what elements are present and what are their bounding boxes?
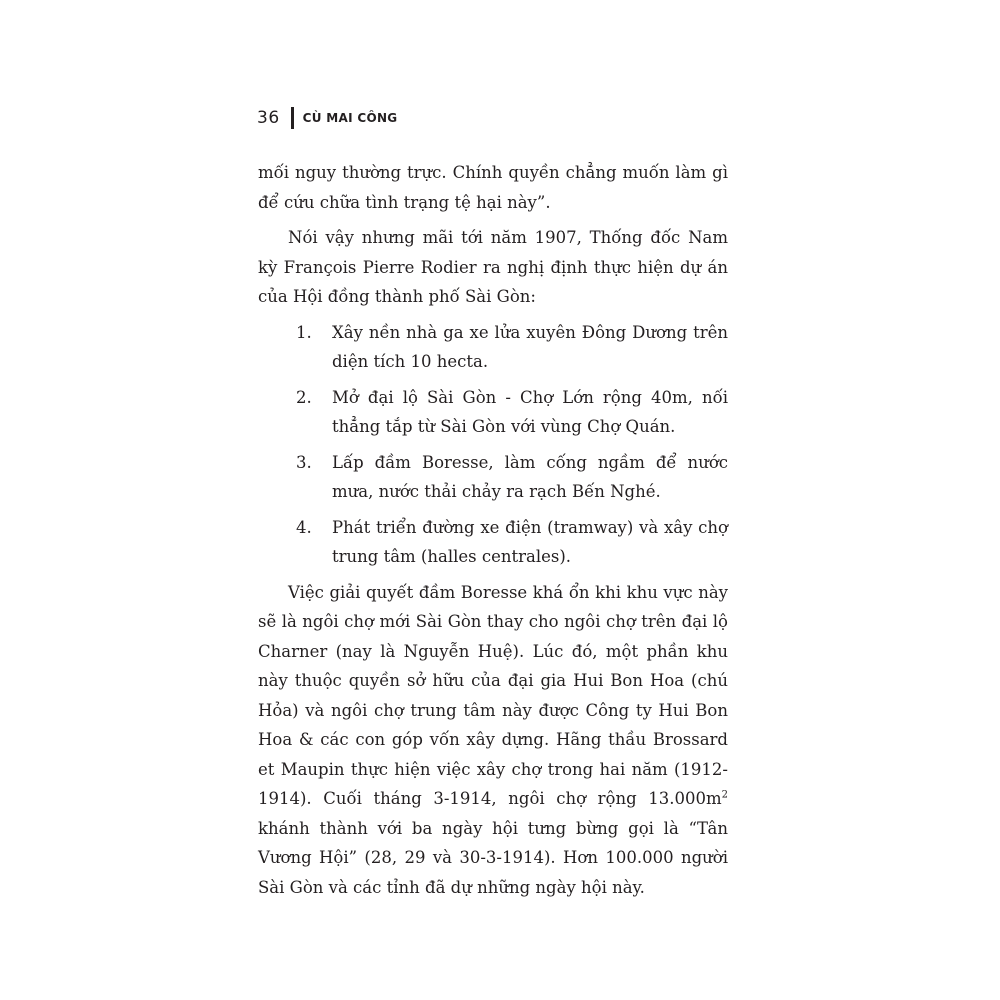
running-title: CÙ MAI CÔNG: [302, 111, 398, 125]
body-text: [258, 158, 728, 908]
list-item-text: Lấp đầm Boresse, làm cống ngầm để nước mưa, nước thải chảy ra rạch Bến Nghé.: [332, 452, 728, 501]
list-item: [258, 383, 728, 442]
page-header: [257, 105, 397, 131]
paragraph-continuation: mối nguy thường trực. Chính quyền chẳng muốn làm gì để cứu chữa tình trạng tệ hại này”.: [258, 163, 728, 212]
list-item: [258, 513, 728, 572]
list-item-text: Xây nền nhà ga xe lửa xuyên Đông Dương trên diện tích 10 hecta.: [332, 322, 728, 371]
superscript-squared: 2: [721, 789, 728, 801]
page-number: 36: [257, 108, 280, 128]
list-item-number: 2.: [296, 387, 312, 407]
list-item-number: 1.: [296, 322, 312, 342]
list-item-number: 4.: [296, 517, 312, 537]
project-list: [258, 318, 728, 572]
list-item-text: Phát triển đường xe điện (tramway) và xây chợ trung tâm (halles centrales).: [332, 517, 728, 566]
paragraph-market-text-end: khánh thành với ba ngày hội tưng bừng gọi là “Tân Vương Hội” (28, 29 và 30-3-1914). Hơn 100.000 người Sài Gòn và các tỉnh đã dự những ngày hội này.: [258, 818, 728, 897]
list-item: [258, 448, 728, 507]
paragraph-decree: Nói vậy nhưng mãi tới năm 1907, Thống đốc Nam kỳ François Pierre Rodier ra nghị định thực hiện dự án của Hội đồng thành phố Sài Gòn:: [258, 228, 728, 306]
list-item-number: 3.: [296, 452, 312, 472]
header-divider: [291, 107, 294, 129]
paragraph-market-text-start: Việc giải quyết đầm Boresse khá ổn khi khu vực này sẽ là ngôi chợ mới Sài Gòn thay cho ngôi chợ trên đại lộ Charner (nay là Nguyễn Huệ). Lúc đó, một phần khu này thuộc quyền sở hữu của đại gia Hui Bon Hoa (chú Hỏa) và ngôi chợ trung tâm này được Công ty Hui Bon Hoa & các con góp vốn xây dựng. Hãng thầu Brossard et Maupin thực hiện việc xây chợ trong hai năm (1912-1914). Cuối tháng 3-1914, ngôi chợ rộng 13.000m: [258, 582, 728, 808]
list-item: [258, 318, 728, 377]
list-item-text: Mở đại lộ Sài Gòn - Chợ Lớn rộng 40m, nối thẳng tắp từ Sài Gòn với vùng Chợ Quán.: [332, 387, 728, 436]
paragraph-market: [258, 578, 728, 903]
